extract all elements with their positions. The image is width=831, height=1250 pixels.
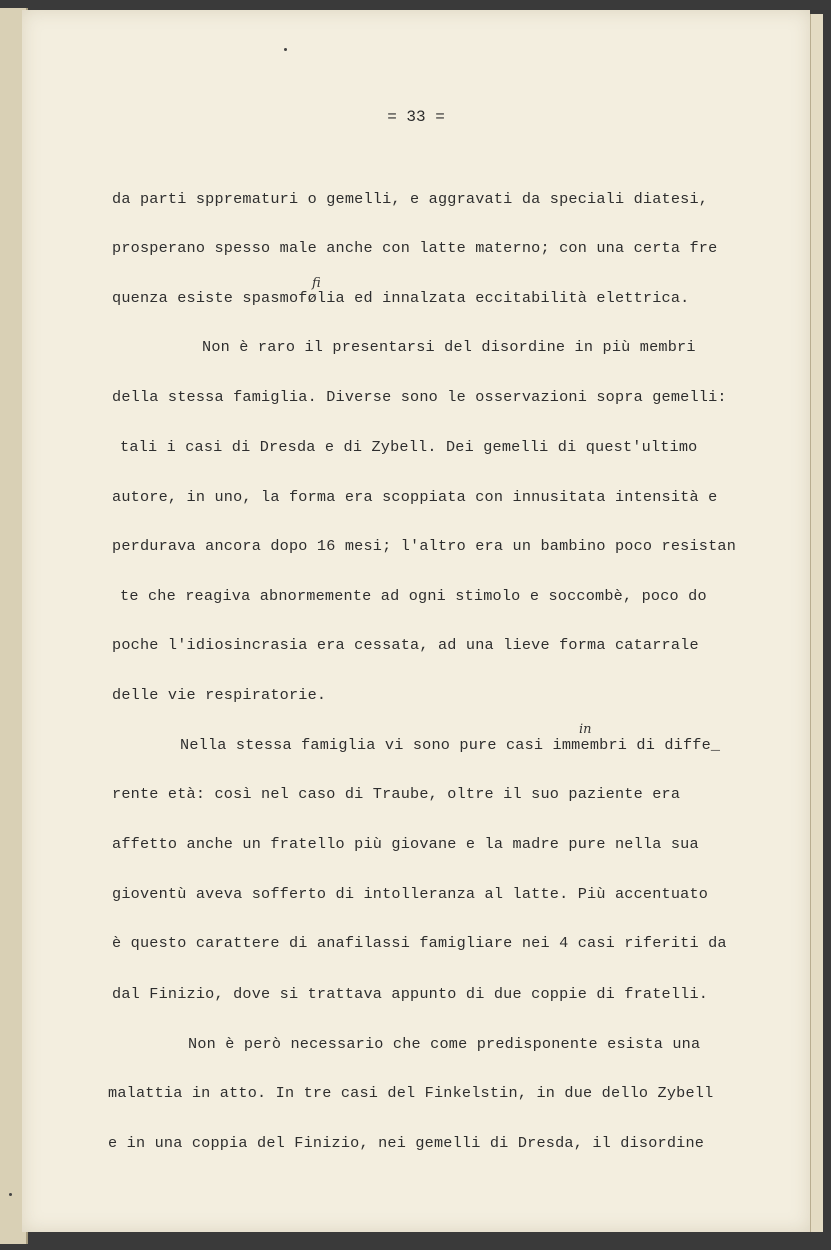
text-line-8: perdurava ancora dopo 16 mesi; l'altro era un bambino poco resistan <box>112 537 737 555</box>
text-line-2: prosperano spesso male anche con latte materno; con una certa fre <box>112 239 718 257</box>
text-line-17: dal Finizio, dove si trattava appunto di due coppie di fratelli. <box>112 985 709 1003</box>
margin-speck <box>9 1193 12 1196</box>
text-line-4: Non è raro il presentarsi del disordine in più membri <box>202 338 696 356</box>
text-line-7: autore, in uno, la forma era scoppiata con innusitata intensità e <box>112 488 718 506</box>
text-line-1: da parti spprematuri o gemelli, e aggravati da speciali diatesi, <box>112 190 709 208</box>
handwritten-correction-in: in <box>579 722 592 737</box>
text-line-9: te che reagiva abnormemente ad ogni stimolo e soccombè, poco do <box>120 587 707 605</box>
text-line-12: Nella stessa famiglia vi sono pure casi immembri di diffe_ <box>180 736 721 754</box>
text-line-16: è questo carattere di anafilassi famigliare nei 4 casi riferiti da <box>112 934 727 952</box>
page-number: = 33 = <box>387 108 445 126</box>
text-line-14: affetto anche un fratello più giovane e la madre pure nella sua <box>112 835 699 853</box>
right-page-edge <box>810 14 823 1232</box>
text-line-5: della stessa famiglia. Diverse sono le osservazioni sopra gemelli: <box>112 388 727 406</box>
handwritten-correction-fi: fi <box>312 276 321 291</box>
text-line-13: rente età: così nel caso di Traube, oltre il suo paziente era <box>112 785 681 803</box>
text-line-19: malattia in atto. In tre casi del Finkelstin, in due dello Zybell <box>108 1084 714 1102</box>
paper-speck <box>284 48 287 51</box>
text-line-20: e in una coppia del Finizio, nei gemelli di Dresda, il disordine <box>108 1134 705 1152</box>
text-line-3: quenza esiste spasmofølia ed innalzata eccitabilità elettrica. <box>112 289 690 307</box>
text-line-15: gioventù aveva sofferto di intolleranza al latte. Più accentuato <box>112 885 709 903</box>
document-page <box>22 10 810 1232</box>
text-line-18: Non è però necessario che come predisponente esista una <box>188 1035 701 1053</box>
text-line-6: tali i casi di Dresda e di Zybell. Dei gemelli di quest'ultimo <box>120 438 698 456</box>
text-line-10: poche l'idiosincrasia era cessata, ad una lieve forma catarrale <box>112 636 699 654</box>
text-line-11: delle vie respiratorie. <box>112 686 327 704</box>
